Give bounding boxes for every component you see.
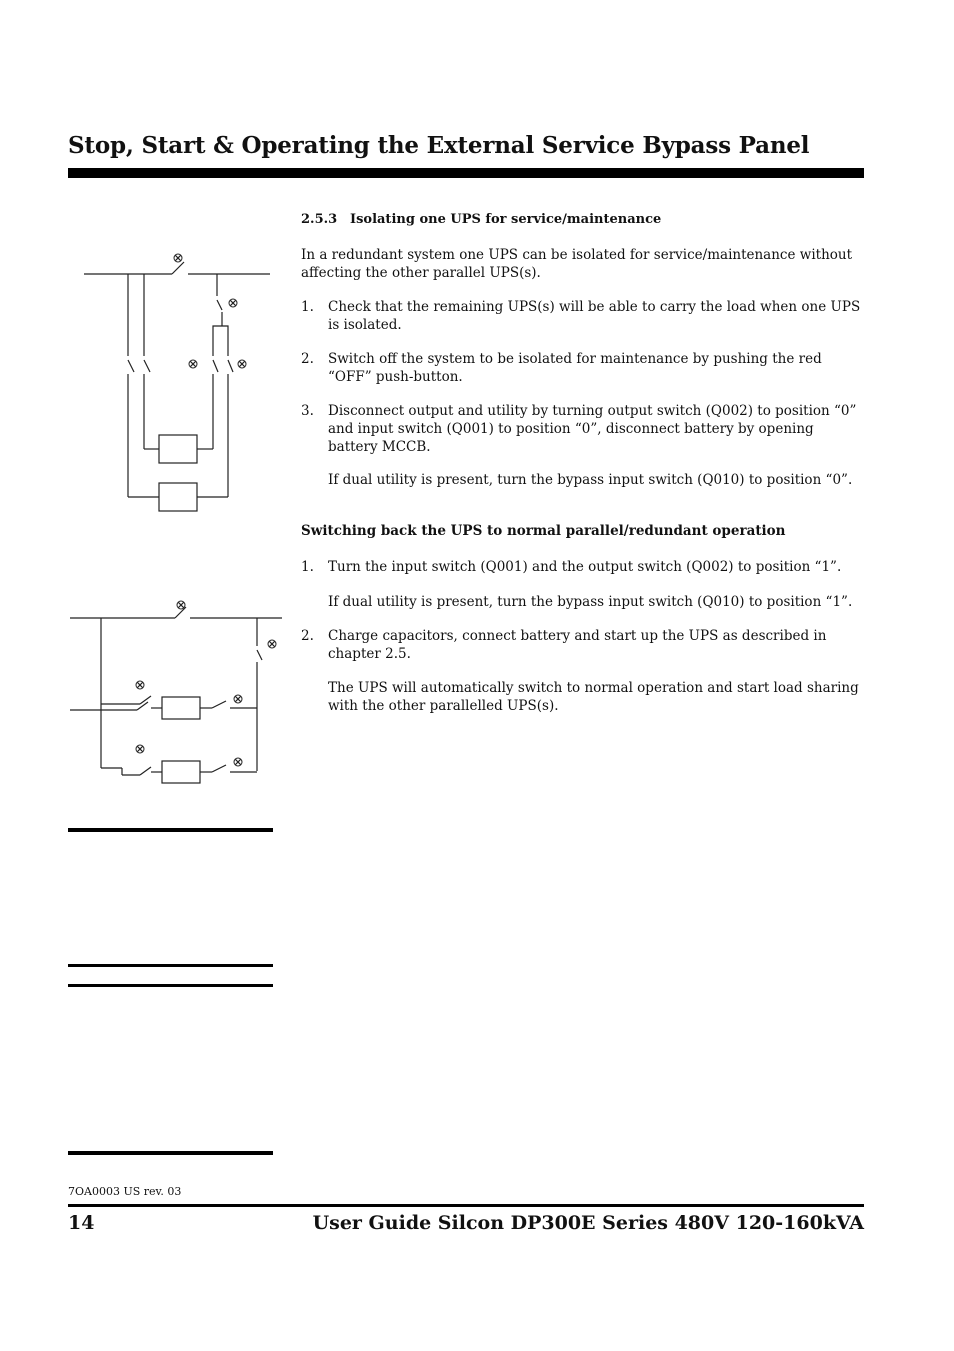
list-item-text: Switch off the system to be isolated for maintenance by pushing the red “OFF” push-button. bbox=[328, 351, 822, 385]
section-number: 2.5.3 bbox=[301, 212, 338, 227]
margin-rule bbox=[68, 964, 273, 967]
list-item-text: Charge capacitors, connect battery and start up the UPS as described in chapter 2.5. bbox=[328, 628, 827, 662]
list-item-text: Check that the remaining UPS(s) will be able to carry the load when one UPS is isolated. bbox=[328, 299, 861, 333]
page-title: Stop, Start & Operating the External Service Bypass Panel bbox=[68, 132, 810, 159]
list-item-number: 3. bbox=[301, 403, 314, 419]
indicator-lamp-icon bbox=[234, 695, 242, 703]
indicator-lamp-icon bbox=[177, 601, 185, 609]
document-title: User Guide Silcon DP300E Series 480V 120-160kVA bbox=[312, 1212, 864, 1234]
step-note: If dual utility is present, turn the bypass input switch (Q010) to position “1”. bbox=[328, 594, 853, 610]
list-item-text: Turn the input switch (Q001) and the output switch (Q002) to position “1”. bbox=[328, 559, 842, 575]
intro-paragraph: In a redundant system one UPS can be isolated for service/maintenance without affecting the other parallel UPS(s). bbox=[301, 247, 853, 281]
page-number: 14 bbox=[68, 1212, 95, 1234]
indicator-lamp-icon bbox=[234, 758, 242, 766]
footer-rule bbox=[68, 1204, 864, 1207]
list-item-number: 1. bbox=[301, 559, 314, 575]
margin-rule bbox=[68, 828, 273, 832]
document-code: 7OA0003 US rev. 03 bbox=[68, 1185, 182, 1198]
subsection-heading: Switching back the UPS to normal parallel/redundant operation bbox=[301, 523, 786, 539]
list-item-number: 2. bbox=[301, 628, 314, 644]
list-item-number: 1. bbox=[301, 299, 314, 315]
list-item-number: 2. bbox=[301, 351, 314, 367]
step-note: If dual utility is present, turn the bypass input switch (Q010) to position “0”. bbox=[328, 472, 853, 488]
indicator-lamp-icon bbox=[136, 681, 144, 689]
indicator-lamp-icon bbox=[268, 640, 276, 648]
step-note: The UPS will automatically switch to normal operation and start load sharing with the other parallelled UPS(s). bbox=[328, 680, 859, 714]
list-item-text: Disconnect output and utility by turning output switch (Q002) to position “0” and input switch (Q001) to position “0”, disconnect battery by opening battery MCCB. bbox=[328, 403, 857, 455]
indicator-lamp-icon bbox=[136, 745, 144, 753]
margin-rule bbox=[68, 984, 273, 987]
section-heading-text: Isolating one UPS for service/maintenance bbox=[350, 212, 662, 227]
margin-rule bbox=[68, 1151, 273, 1155]
